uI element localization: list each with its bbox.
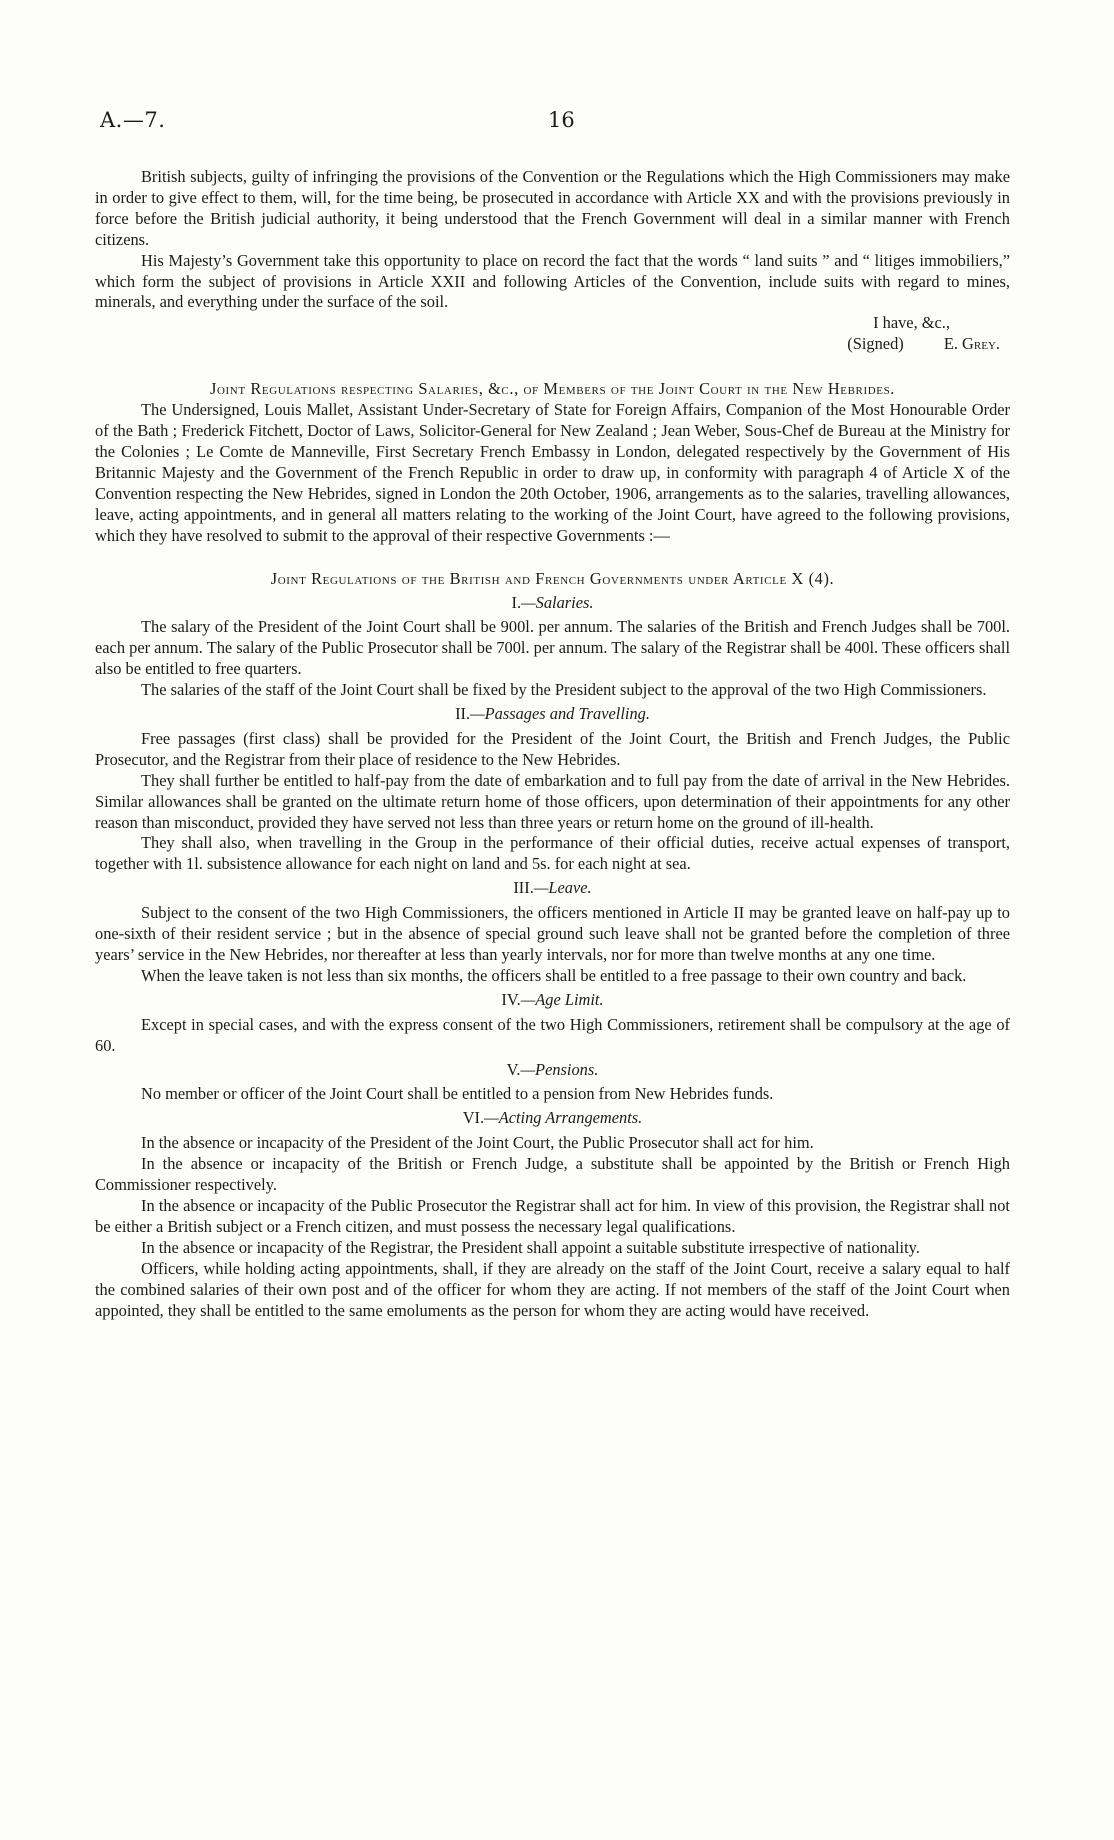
- section-heading-passages: [95, 704, 1010, 725]
- section-paragraph: They shall also, when travelling in the Group in the performance of their official duties, receive actual expenses of transport, together with 1l. subsistence allowance for each night on land and 5s. for each night at sea.: [95, 833, 1010, 874]
- preamble-paragraph: The Undersigned, Louis Mallet, Assistant Under-Secretary of State for Foreign Affairs, Companion of the Most Honourable Order of the Bath ; Frederick Fitchett, Doctor of Laws, Solicitor-General for New Zealand ; Jean Weber, Sous-Chef de Bureau at the Ministry for the Colonies ; Le Comte de Manneville, First Secretary French Embassy in London, delegated respectively by the Government of His Britannic Majesty and the Government of the French Republic in order to draw up, in conformity with paragraph 4 of Article X of the Convention respecting the New Hebrides, signed in London the 20th October, 1906, arrangements as to the salaries, travelling allowances, leave, acting appointments, and in general all matters relating to the working of the Joint Court, have agreed to the following provisions, which they have resolved to submit to the approval of their respective Governments :—: [95, 400, 1010, 545]
- section-heading-salaries: [95, 593, 1010, 614]
- section-title: —Pensions.: [520, 1059, 599, 1079]
- signed-line: [847, 334, 1000, 355]
- section-heading-leave: [95, 878, 1010, 899]
- section-number: VI.: [462, 1108, 485, 1128]
- section-number: V.: [506, 1059, 521, 1079]
- section-paragraph: In the absence or incapacity of the British or French Judge, a substitute shall be appointed by the British or French High Commissioner respectively.: [95, 1154, 1010, 1195]
- regulations-heading: Joint Regulations respecting Salaries, &c., of Members of the Joint Court in the New Hebrides.: [210, 379, 895, 399]
- section-title: —Salaries.: [521, 592, 594, 612]
- section-heading-pensions: [95, 1060, 1010, 1081]
- section-paragraph: In the absence or incapacity of the Registrar, the President shall appoint a suitable substitute irrespective of nationality.: [141, 1237, 920, 1257]
- page-header: [100, 108, 1014, 138]
- signature-block: [95, 313, 1010, 355]
- document-body: [95, 167, 1010, 1321]
- section-paragraph: Subject to the consent of the two High Commissioners, the officers mentioned in Article II may be granted leave on half-pay up to one-sixth of their resident service ; but in the absence of special ground such leave shall not be granted before the completion of three years’ service in the New Hebrides, nor thereafter at less than yearly intervals, nor for more than twelve months at any one time.: [95, 903, 1010, 964]
- section-title: —Leave.: [533, 878, 592, 898]
- joint-regulations-heading: Joint Regulations of the British and French Governments under Article X (4).: [270, 568, 835, 588]
- section-number: II.: [455, 704, 471, 724]
- page-reference: A.—7.: [100, 108, 166, 132]
- section-title: —Acting Arrangements.: [484, 1108, 643, 1128]
- intro-paragraph-1: British subjects, guilty of infringing the provisions of the Convention or the Regulations which the High Commissioners may make in order to give effect to them, will, for the time being, be prosecuted in accordance with Article XX and with the provisions previously in force before the British judicial authority, it being understood that the French Government will deal in a similar manner with French citizens.: [95, 167, 1010, 249]
- section-paragraph: In the absence or incapacity of the President of the Joint Court, the Public Prosecutor shall act for him.: [141, 1133, 814, 1153]
- section-paragraph: No member or officer of the Joint Court shall be entitled to a pension from New Hebrides funds.: [141, 1084, 774, 1104]
- section-heading-age-limit: [95, 990, 1010, 1011]
- section-number: IV.: [501, 989, 521, 1009]
- signed-label: (Signed): [847, 334, 904, 354]
- section-title: —Passages and Travelling.: [470, 704, 650, 724]
- section-number: III.: [513, 878, 534, 898]
- section-heading-acting: [95, 1108, 1010, 1129]
- section-paragraph: Officers, while holding acting appointments, shall, if they are already on the staff of the Joint Court, receive a salary equal to half the combined salaries of their own post and of the officer for whom they are acting. If not members of the staff of the Joint Court when appointed, they shall be entitled to the same emoluments as the person for whom they are acting would have received.: [95, 1258, 1010, 1320]
- section-number: I.: [511, 592, 522, 612]
- section-paragraph: The salary of the President of the Joint Court shall be 900l. per annum. The salaries of the British and French Judges shall be 700l. each per annum. The salary of the Public Prosecutor shall be 700l. per annum. The salary of the Registrar shall be 400l. These officers shall also be entitled to free quarters.: [95, 617, 1010, 679]
- section-paragraph: When the leave taken is not less than six months, the officers shall be entitled to a free passage to their own country and back.: [141, 965, 967, 985]
- page-number: 16: [548, 108, 575, 132]
- signatory-name: E. Grey.: [943, 334, 1000, 354]
- section-paragraph: In the absence or incapacity of the Public Prosecutor the Registrar shall act for him. In view of this provision, the Registrar shall not be either a British subject or a French citizen, and must possess the necessary legal qualifications.: [95, 1195, 1010, 1236]
- section-paragraph: The salaries of the staff of the Joint Court shall be fixed by the President subject to the approval of the two High Commissioners.: [141, 680, 987, 700]
- section-paragraph: They shall further be entitled to half-pay from the date of embarkation and to full pay from the date of arrival in the New Hebrides. Similar allowances shall be granted on the ultimate return home of those officers, upon determination of their appointments for any other reason than misconduct, provided they have served not less than three years or return home on the ground of ill-health.: [95, 770, 1010, 832]
- intro-paragraph-2: His Majesty’s Government take this opportunity to place on record the fact that the words “ land suits ” and “ litiges immobiliers,” which form the subject of provisions in Article XXII and following Articles of the Convention, include suits with regard to mines, minerals, and everything under the surface of the soil.: [95, 250, 1010, 312]
- closing-line: I have, &c.,: [873, 313, 950, 333]
- section-title: —Age Limit.: [520, 989, 604, 1009]
- section-paragraph: Free passages (first class) shall be provided for the President of the Joint Court, the British and French Judges, the Public Prosecutor, and the Registrar from their place of residence to the New Hebrides.: [95, 728, 1010, 769]
- section-paragraph: Except in special cases, and with the express consent of the two High Commissioners, retirement shall be compulsory at the age of 60.: [95, 1014, 1010, 1055]
